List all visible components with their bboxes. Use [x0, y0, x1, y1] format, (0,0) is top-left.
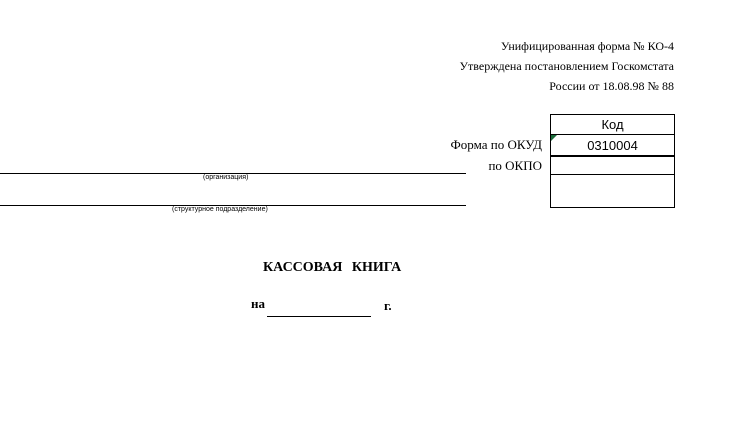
approval-date-line: России от 18.08.98 № 88 — [549, 79, 674, 93]
okud-code-value: 0310004 — [587, 138, 638, 153]
okpo-code-cell[interactable] — [551, 157, 674, 175]
okpo-label: по ОКПО — [488, 158, 542, 173]
document-title: КАССОВАЯ КНИГА — [263, 260, 402, 275]
form-id-line: Унифицированная форма № КО-4 — [500, 39, 674, 53]
period-prefix: на — [251, 296, 265, 311]
organization-caption: (организация) — [203, 174, 249, 181]
period-suffix: г. — [384, 298, 392, 313]
cell-corner-marker-icon — [551, 135, 557, 141]
department-caption: (структурное подразделение) — [172, 206, 268, 213]
okud-label: Форма по ОКУД — [450, 137, 542, 152]
extra-code-cell[interactable] — [551, 175, 674, 207]
code-header: Код — [551, 115, 674, 135]
year-field[interactable] — [267, 316, 371, 317]
okud-code-cell[interactable] — [551, 135, 674, 157]
code-table — [550, 114, 675, 208]
approval-line: Утверждена постановлением Госкомстата — [459, 59, 674, 73]
